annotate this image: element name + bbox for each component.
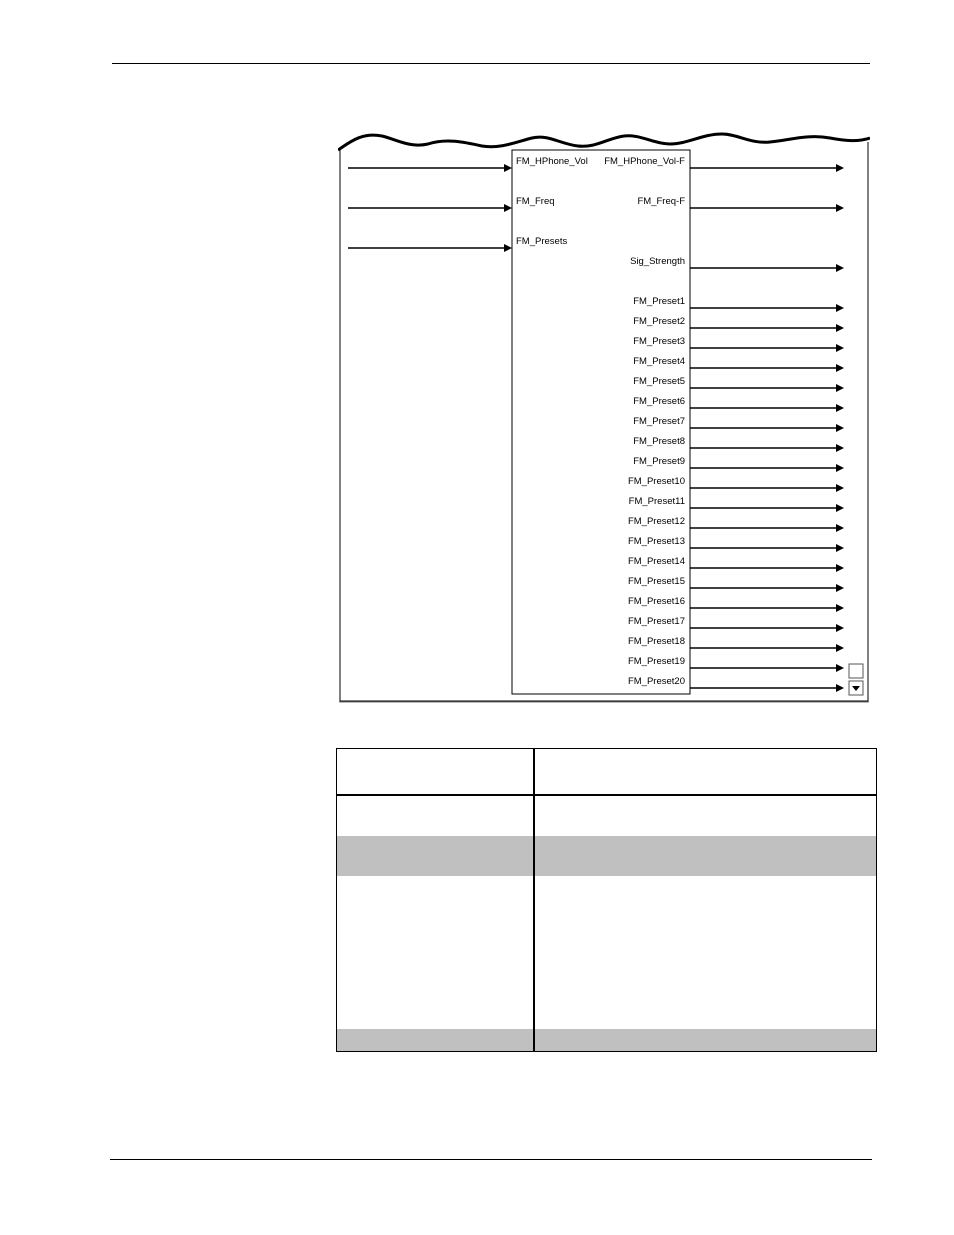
output-label: FM_Preset6 [633,396,685,407]
output-label: FM_Preset4 [633,356,685,367]
output-label: FM_Preset2 [633,316,685,327]
table-row [337,749,876,794]
output-arrowhead [836,504,844,512]
table-cell [337,836,533,876]
output-arrowhead [836,644,844,652]
output-label: FM_Preset5 [633,376,685,387]
output-arrowhead [836,444,844,452]
output-label: FM_Preset12 [627,516,685,527]
output-label: FM_HPhone_Vol-F [604,156,685,167]
output-label: FM_Preset15 [627,576,685,587]
symbol-diagram [338,128,870,704]
output-arrowhead [836,344,844,352]
output-arrowhead [836,484,844,492]
output-label: FM_Preset9 [633,456,685,467]
output-label: FM_Preset14 [627,556,685,567]
table-cell [337,796,533,836]
output-arrowhead [836,584,844,592]
output-arrowhead [836,264,844,272]
output-label: FM_Preset3 [633,336,685,347]
checkbox-square-icon[interactable] [849,664,863,678]
output-arrowhead [836,164,844,172]
input-label: FM_Presets [516,236,568,247]
output-arrowhead [836,324,844,332]
output-arrowhead [836,564,844,572]
table-row [337,796,876,836]
output-label: FM_Preset11 [628,496,685,507]
output-arrowhead [836,464,844,472]
table-cell [535,836,876,876]
table-cell [535,1029,876,1051]
output-arrowhead [836,684,844,692]
symbol-diagram-canvas [338,128,870,704]
output-label: FM_Preset18 [627,636,685,647]
input-label: FM_HPhone_Vol [516,156,588,167]
table-row [337,876,876,1029]
output-arrowhead [836,384,844,392]
header-rule [112,63,870,64]
output-arrowhead [836,304,844,312]
output-arrowhead [836,364,844,372]
table-column-divider [533,749,535,1051]
output-label: Sig_Strength [630,256,685,267]
output-label: FM_Preset19 [627,656,685,667]
signal-table [336,748,877,1052]
output-label: FM_Freq-F [637,196,685,207]
table-cell [535,876,876,1029]
output-label: FM_Preset17 [627,616,685,627]
output-label: FM_Preset1 [633,296,685,307]
down-arrow-icon[interactable] [849,681,863,695]
table-cell [337,1029,533,1051]
table-row [337,1029,876,1051]
table-row [337,836,876,876]
output-arrowhead [836,424,844,432]
output-arrowhead [836,604,844,612]
table-header-divider [337,794,876,796]
output-label: FM_Preset13 [627,536,685,547]
table-cell [535,796,876,836]
input-label: FM_Freq [516,196,555,207]
output-arrowhead [836,204,844,212]
output-label: FM_Preset16 [627,596,685,607]
output-arrowhead [836,624,844,632]
output-label: FM_Preset10 [627,476,685,487]
torn-edge [338,134,870,150]
output-arrowhead [836,664,844,672]
output-arrowhead [836,404,844,412]
input-arrowhead [504,164,512,172]
table-cell [337,876,533,1029]
output-arrowhead [836,524,844,532]
table-cell [337,749,533,794]
input-arrowhead [504,244,512,252]
output-label: FM_Preset20 [627,676,685,687]
output-arrowhead [836,544,844,552]
footer-rule [110,1159,872,1160]
input-arrowhead [504,204,512,212]
output-label: FM_Preset7 [633,416,685,427]
output-label: FM_Preset8 [633,436,685,447]
table-cell [535,749,876,794]
